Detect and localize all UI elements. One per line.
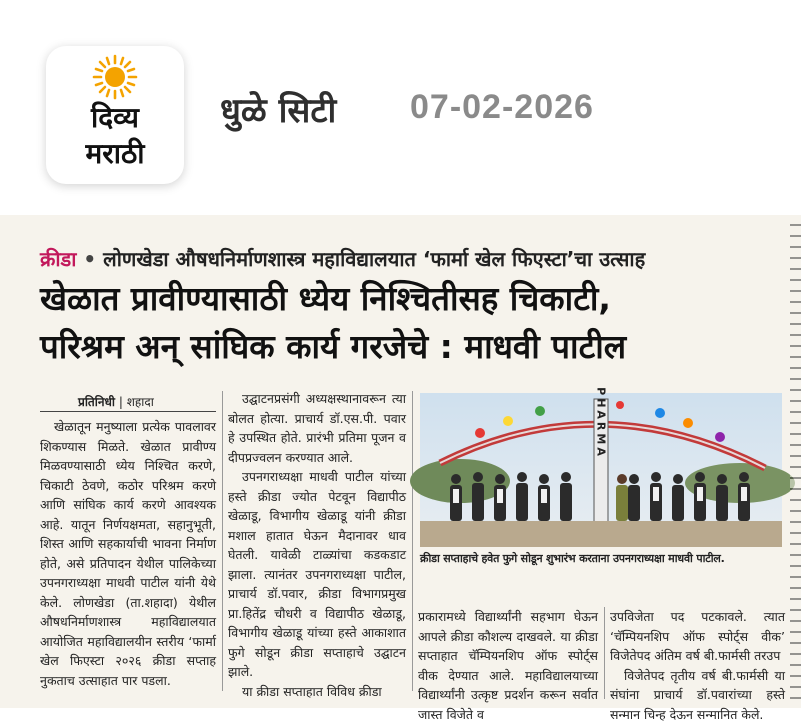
article-column-4 bbox=[610, 607, 785, 724]
col3-paragraph: प्रकारामध्ये विद्यार्थ्यांनी सहभाग घेऊन आपले क्रीडा कौशल्य दाखवले. या क्रीडा सप्ताहात चॅम्पियनशिप ऑफ स्पोर्ट्स वीक देण्यात आले. महाविद्यालयाच्या विद्यार्थ्यांनी उत्कृष्ट प्रदर्शन करून सर्वात जास्त विजेते व bbox=[418, 607, 598, 724]
col4-paragraph: उपविजेता पद पटकावले. त्यात ‘चॅम्पियनशिप ऑफ स्पोर्ट्स वीक’ विजेतेपद अंतिम वर्ष बी.फार्मसी तरउप bbox=[610, 607, 785, 666]
sun-icon bbox=[92, 54, 138, 100]
article-column-1 bbox=[40, 417, 216, 690]
column-divider bbox=[412, 391, 413, 691]
kicker-tag: क्रीडा bbox=[40, 247, 76, 271]
article-column-3 bbox=[418, 607, 598, 724]
byline-name: प्रतिनिधी bbox=[78, 395, 115, 409]
article-byline bbox=[78, 393, 154, 410]
article-photo bbox=[420, 393, 782, 547]
byline-separator: | bbox=[115, 395, 127, 409]
byline-place: शहादा bbox=[127, 395, 154, 409]
col4-paragraph: विजेतेपद तृतीय वर्ष बी.फार्मसी या संघांना प्राचार्य डॉ.पवारांच्या हस्ते सन्मान चिन्ह देऊन सन्मानित केले. bbox=[610, 666, 785, 724]
logo-text-line2: मराठी bbox=[46, 134, 184, 172]
article-kicker bbox=[40, 245, 780, 272]
column-divider bbox=[222, 391, 223, 691]
photo-scene bbox=[420, 393, 782, 547]
article-headline bbox=[40, 275, 780, 371]
photo-banner-text: PHARMA bbox=[595, 387, 608, 459]
headline-line2: परिश्रम अन् सांघिक कार्य गरजेचे : माधवी पाटील bbox=[40, 323, 780, 371]
col2-paragraph: उपनगराध्यक्षा माधवी पाटील यांच्या हस्ते क्रीडा ज्योत पेटवून विद्यापीठ खेळाडू, विभागीय खेळाडू यांनी क्रीडा मशाल हातात घेऊन मैदानावर धाव घेतली. यावेळी टाळ्यांचा कडकडाट झाला. त्यानंतर उपनगराध्यक्षा पाटील, प्राचार्य डॉ.पवार, क्रीडा विभागप्रमुख प्रा.हितेंद्र चौधरी व विद्यापीठ खेळाडू, विभागीय खेळाडू यांच्या हस्ते आकाशात फुगे सोडून क्रीडा सप्ताहाचे उद्घाटन झाले. bbox=[228, 467, 406, 682]
column-divider bbox=[604, 607, 605, 699]
kicker-text: लोणखेडा औषधनिर्माणशास्त्र महाविद्यालयात ‘फार्मा खेल फिएस्टा’चा उत्साह bbox=[103, 247, 645, 271]
article-column-2 bbox=[228, 389, 406, 701]
byline-rule bbox=[40, 411, 216, 412]
logo-text-line1: दिव्य bbox=[46, 98, 184, 136]
col2-paragraph: या क्रीडा सप्ताहात विविध क्रीडा bbox=[228, 682, 406, 702]
col1-paragraph: खेळातून मनुष्याला प्रत्येक पावलावर शिकण्यास मिळते. खेळात प्रावीण्य मिळवण्यासाठी ध्येय निश्चित करणे, चिकाटी ठेवणे, कठोर परिश्रम करणे आणि सांघिक कार्य करणे आवश्यक आहे. यातून निर्णयक्षमता, सहानुभूती, शिस्त आणि सहकार्याची भावना निर्माण होते, असे प्रतिपादन येथील पालिकेच्या उपनगराध्यक्षा माधवी पाटील यांनी येथे केले. लोणखेडा (ता.शहादा) येथील औषधनिर्माणशास्त्र महाविद्यालयात आयोजित महाविद्यालयीन स्तरीय ‘फार्मा खेल फिएस्टा २०२६ क्रीडा सप्ताह नुकताच उत्साहात पार पडला. bbox=[40, 417, 216, 690]
col2-paragraph: उद्घाटनप्रसंगी अध्यक्षस्थानावरून त्या बोलत होत्या. प्राचार्य डॉ.एस.पी. पवार हे उपस्थित होते. प्रारंभी प्रतिमा पूजन व दीपप्रज्वलन करण्यात आले. bbox=[228, 389, 406, 467]
newspaper-clipping bbox=[0, 215, 801, 708]
photo-caption: क्रीडा सप्ताहाचे हवेत फुगे सोडून शुभारंभ करताना उपनगराध्यक्षा माधवी पाटील. bbox=[420, 551, 782, 566]
headline-line1: खेळात प्रावीण्यासाठी ध्येय निश्चितीसह चिकाटी, bbox=[40, 275, 780, 323]
kicker-bullet: • bbox=[83, 247, 96, 271]
divya-marathi-logo bbox=[46, 46, 184, 184]
edition-city: धुळे सिटी bbox=[220, 86, 336, 132]
adjacent-column-edge bbox=[790, 215, 801, 708]
edition-date: 07-02-2026 bbox=[410, 88, 594, 127]
